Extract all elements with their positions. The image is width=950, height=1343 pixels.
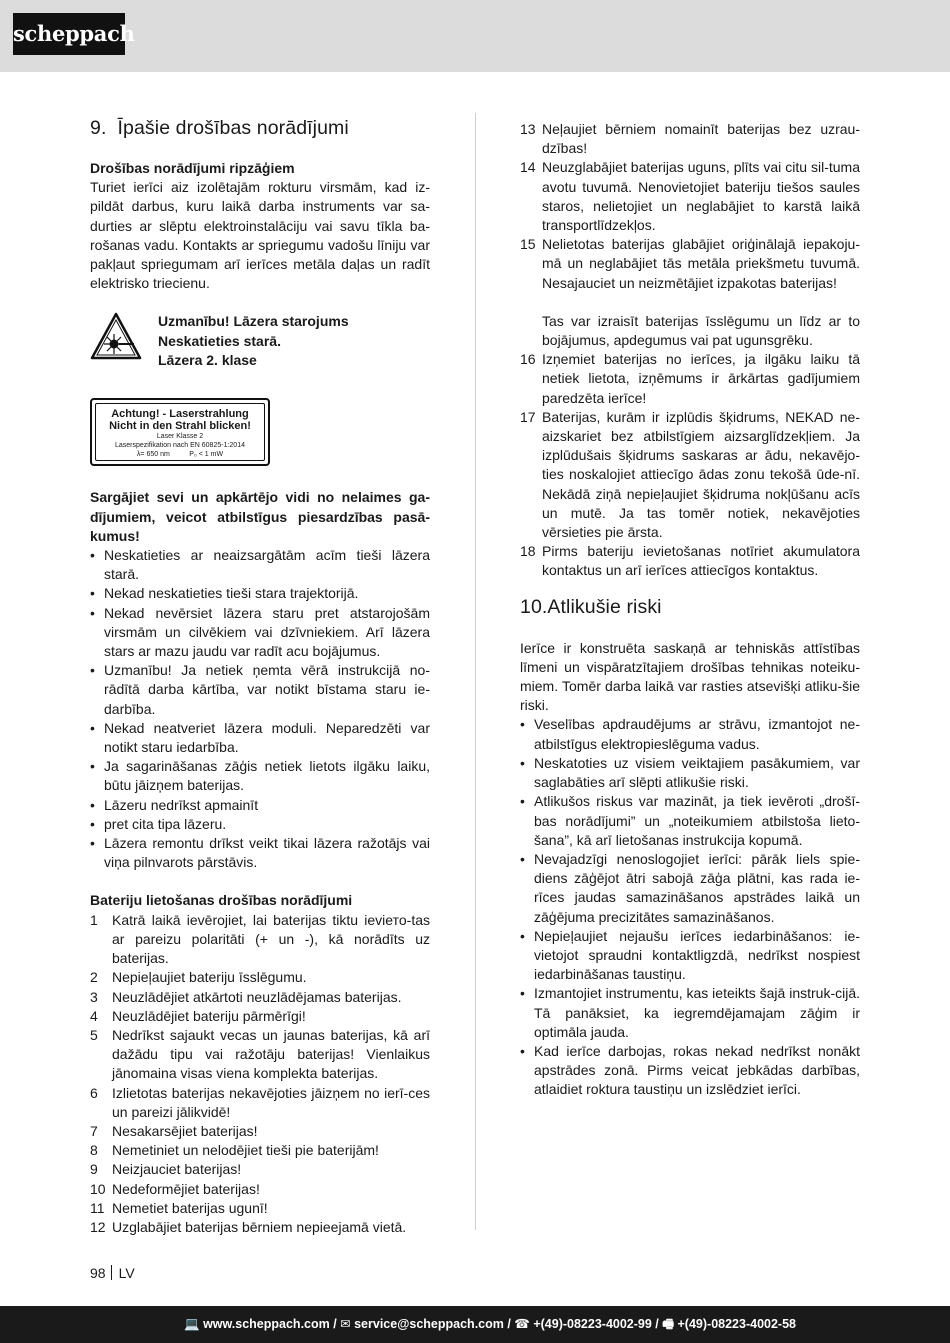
list-item: • Nekad neatveriet lāzera moduli. Neparedzēti var notikt staru iedarbība. bbox=[90, 719, 430, 757]
contact-footer bbox=[0, 1306, 950, 1343]
item-number: 15 bbox=[520, 236, 536, 253]
section-9-heading bbox=[90, 116, 430, 140]
label-line-3: Laser Klasse 2 bbox=[156, 433, 204, 441]
list-item bbox=[90, 911, 430, 969]
item-text: Nesakarsējiet baterijas! bbox=[112, 1122, 258, 1139]
item-text: Pirms bateriju ievietošanas notīriet akumulatora kontaktus un arī ierīces attiecīgos kontaktus. bbox=[542, 543, 860, 579]
list-item bbox=[90, 1007, 430, 1026]
item-text: Neizjauciet baterijas! bbox=[112, 1161, 242, 1178]
item-text: Izlietotas baterijas nekavējoties jāizņem no ierī-ces un pareizi jālikvidē! bbox=[112, 1084, 430, 1120]
item-text: Neuzlādējiet atkārtoti neuzlādējamas baterijas. bbox=[112, 988, 402, 1005]
list-item bbox=[90, 1180, 430, 1199]
column-divider bbox=[475, 113, 476, 1230]
saw-safety-text: Turiet ierīci aiz izolētajām rokturu virsmām, kad iz-pildāt darbus, kuru laikā darba instruments var sa-durties ar slēptu elektroinstalāciju vai savu tīkla ba-rošanas vadu. Kontakts ar spriegumu vadošu līniju var pakļaut spriegumam arī ierīces metāla daļas un radīt elektrisko triecienu. bbox=[90, 179, 430, 292]
list-item bbox=[90, 968, 430, 987]
item-number: 13 bbox=[520, 121, 536, 137]
list-item bbox=[90, 1122, 430, 1141]
list-item bbox=[90, 1141, 430, 1160]
laser-warning-line-2: Neskatieties starā. bbox=[158, 332, 281, 349]
item-number: 4 bbox=[90, 1007, 98, 1024]
item-text: Nedeformējiet baterijas! bbox=[112, 1180, 260, 1197]
label-line-2: Nicht in den Strahl blicken! bbox=[109, 420, 251, 433]
section-number: 10. bbox=[520, 595, 548, 618]
protect-title: Sargājiet sevi un apkārtējo vidi no nelaimes ga-dījumiem, veicot atbilstīgus piesardzības pasā-kumus! bbox=[90, 489, 430, 544]
item-number: 9 bbox=[90, 1161, 98, 1178]
section-title: Atlikušie riski bbox=[547, 595, 662, 618]
item-number: 6 bbox=[90, 1084, 98, 1101]
item-number: 17 bbox=[520, 408, 536, 425]
list-item: • Izmantojiet instrumentu, kas ieteikts šajā instruk-cijā. Tā panāksiet, ka iegremdējamajam zāģim ir optimāla jauda. bbox=[520, 984, 860, 1042]
item-number: 18 bbox=[520, 543, 536, 560]
item-text: Nelietotas baterijas glabājiet oriģinālajā iepakoju-mā un neglabājiet tās metāla priekšmetu tuvumā. Nesajauciet un neizmētājiet izpakotas baterijas! bbox=[542, 236, 860, 291]
list-item bbox=[520, 120, 860, 158]
list-item bbox=[90, 1084, 430, 1122]
section-title: Īpašie drošības norādījumi bbox=[117, 117, 349, 139]
list-item: • Lāzera remontu drīkst veikt tikai lāzera ražotājs vai viņa pilnvarots pārstāvis. bbox=[90, 834, 430, 872]
laser-warning-icon bbox=[90, 312, 142, 360]
residual-risk-intro: Ierīce ir konstruēta saskaņā ar tehniskās attīstības līmeni un vispāratzītajiem drošības tehnikas noteiku-miem. Tomēr darba laikā var rasties atsevišķi atliku-šie riski. bbox=[520, 639, 860, 714]
left-column bbox=[90, 116, 430, 1237]
list-item: • Nekad nevērsiet lāzera staru pret atstarojošām virsmām un cilvēkiem vai dzīvniekiem. Arī lāzera stars ar mazu jaudu var radīt acu bojājumus. bbox=[90, 604, 430, 662]
right-column bbox=[520, 120, 860, 1100]
language-code: LV bbox=[118, 1265, 135, 1281]
laser-warning bbox=[90, 312, 430, 390]
list-item: • Nevajadzīgi nenoslogojiet ierīci: pārāk liels spie-diens zāģējot ātri sabojā zāģa plātni, kas rada ie-rīces jaudas samazināšanos apstrādes laikā un zāģējuma precizitātes samazināšanos. bbox=[520, 850, 860, 927]
item-number: 7 bbox=[90, 1122, 98, 1139]
section-10-heading bbox=[520, 595, 860, 619]
list-item bbox=[90, 1218, 430, 1237]
list-item: • Neskatoties uz visiem veiktajiem pasākumiem, var saglabāties arī slēpti atlikušie riski. bbox=[520, 754, 860, 792]
laser-class-label bbox=[90, 398, 270, 466]
battery-safety-title: Bateriju lietošanas drošības norādījumi bbox=[90, 892, 353, 909]
contact-info: 💻 www.scheppach.com / ✉ service@scheppach.com / ☎ +(49)-08223-4002-99 / 🖷 +(49)-08223-4002-58 bbox=[184, 1317, 796, 1331]
item-text: Nepieļaujiet bateriju īsslēgumu. bbox=[112, 969, 307, 986]
list-item: • Veselības apdraudējums ar strāvu, izmantojot ne-atbilstīgus elektropieslēguma vadus. bbox=[520, 715, 860, 753]
laser-class-label-inner bbox=[95, 403, 265, 461]
item-text: Baterijas, kurām ir izplūdis šķidrums, NEKAD ne-aizskariet bez atbilstīgiem aizsarglīdzekļiem. Ja izplūdušais šķidrums saskaras ar ādu, nekavējo-ties noskalojiet attiecīgo ādas zonu tekošā ūde-nī. Nekādā ziņā nepieļaujiet šķidruma nokļūšanu acīs un mutē. Ja tas tomēr notiek, nekavējoties vērsieties pie ārsta. bbox=[542, 408, 860, 541]
page-separator bbox=[111, 1265, 112, 1280]
battery-list-right bbox=[520, 120, 860, 293]
short-circuit-note: Tas var izraisīt baterijas īsslēgumu un līdz ar to bojājumus, apdegumus vai pat ugunsgrēku. bbox=[542, 312, 860, 349]
section-number: 9. bbox=[90, 117, 107, 139]
item-number: 3 bbox=[90, 988, 98, 1005]
item-number: 11 bbox=[90, 1199, 105, 1216]
list-item bbox=[90, 988, 430, 1007]
residual-risk-list bbox=[520, 715, 860, 1099]
list-item: • Uzmanību! Ja netiek ņemta vērā instrukcijā no-rādītā darba kārtība, var notikt bīstama staru ie-darbība. bbox=[90, 661, 430, 719]
label-line-1: Achtung! - Laserstrahlung bbox=[111, 408, 249, 421]
battery-list-right-2 bbox=[520, 350, 860, 580]
item-number: 16 bbox=[520, 351, 536, 368]
list-item bbox=[520, 542, 860, 580]
list-item bbox=[520, 158, 860, 235]
list-item: • Atlikušos riskus var mazināt, ja tiek ievēroti „drošī-bas norādījumi” un „noteikumiem atbilstoša lieto-šana”, kā arī lietošanas instrukcija kopumā. bbox=[520, 792, 860, 850]
list-item bbox=[520, 408, 860, 542]
item-text: Nemetiet baterijas ugunī! bbox=[112, 1199, 268, 1216]
list-item bbox=[520, 235, 860, 293]
item-text: Izņemiet baterijas no ierīces, ja ilgāku laiku tā netiek lietota, izņēmums ir ārkārtas gadījumiem paredzēta ierīce! bbox=[542, 351, 860, 406]
protect-list bbox=[90, 546, 430, 872]
item-text: Nemetiniet un nelodējiet tieši pie baterijām! bbox=[112, 1142, 379, 1159]
list-item: • Kad ierīce darbojas, rokas nekad nedrīkst nonākt apstrādes zonā. Pirms veicat jebkādas darbības, atlaidiet roktura taustiņu un izslēdziet ierīci. bbox=[520, 1042, 860, 1100]
scheppach-logo: scheppach bbox=[13, 13, 125, 55]
laser-warning-text bbox=[158, 312, 349, 370]
list-item: • Nepieļaujiet nejaušu ierīces iedarbināšanos: ie-vietojot spraudni kontaktligzdā, nedrīkst nospiest iedarbināšanas taustiņu. bbox=[520, 927, 860, 985]
list-item: • Lāzeru nedrīkst apmainīt bbox=[90, 796, 430, 815]
item-number: 12 bbox=[90, 1218, 106, 1235]
list-item: • Nekad neskatieties tieši stara trajektorijā. bbox=[90, 584, 430, 603]
page-header bbox=[0, 0, 950, 72]
item-number: 8 bbox=[90, 1142, 98, 1159]
laser-warning-line-1: Uzmanību! Lāzera starojums bbox=[158, 313, 349, 330]
item-text: Neuzglabājiet baterijas uguns, plīts vai citu sil-tuma avotu tuvumā. Nenovietojiet bateriju tiešos saules staros, nelietojiet un neglabājiet to karstā laikā transportlīdzekļos. bbox=[542, 159, 860, 234]
item-text: Neuzlādējiet bateriju pārmērīgi! bbox=[112, 1007, 306, 1024]
list-item: • Neskatieties ar neaizsargātām acīm tieši lāzera starā. bbox=[90, 546, 430, 584]
battery-list-left bbox=[90, 911, 430, 1237]
label-line-4: Laserspezifikation nach EN 60825-1:2014 bbox=[115, 442, 245, 450]
page-number bbox=[90, 1264, 135, 1283]
item-number: 14 bbox=[520, 159, 536, 176]
list-item bbox=[90, 1199, 430, 1218]
item-text: Uzglabājiet baterijas bērniem nepieejamā vietā. bbox=[112, 1218, 407, 1235]
item-text: Neļaujiet bērniem nomainīt baterijas bez uzrau-dzības! bbox=[542, 121, 860, 157]
item-number: 10 bbox=[90, 1180, 106, 1197]
item-text: Nedrīkst sajaukt vecas un jaunas baterijas, kā arī dažādu tipu vai ražotāju baterijas! Vienlaikus jānomaina visas viena komplekta baterijas. bbox=[112, 1026, 430, 1082]
item-number: 1 bbox=[90, 911, 98, 928]
item-text: Katrā laikā ievērojiet, lai baterijas tiktu ieviето-tas ar pareizu polaritāti (+ un -), kā norādīts uz baterijas. bbox=[112, 911, 430, 967]
saw-safety-title: Drošības norādījumi ripzāģiem bbox=[90, 160, 295, 176]
list-item: • pret cita tipa lāzeru. bbox=[90, 815, 430, 834]
list-item bbox=[520, 350, 860, 408]
item-number: 5 bbox=[90, 1026, 98, 1043]
item-number: 2 bbox=[90, 969, 98, 986]
laser-warning-line-3: Lāzera 2. klase bbox=[158, 351, 257, 368]
page-number-value: 98 bbox=[90, 1265, 106, 1281]
list-item bbox=[90, 1026, 430, 1084]
label-line-5: λ= 650 nm P₀ < 1 mW bbox=[136, 451, 224, 459]
list-item: • Ja sagarināšanas zāģis netiek lietots ilgāku laiku, būtu jāizņem baterijas. bbox=[90, 757, 430, 795]
list-item bbox=[90, 1160, 430, 1179]
